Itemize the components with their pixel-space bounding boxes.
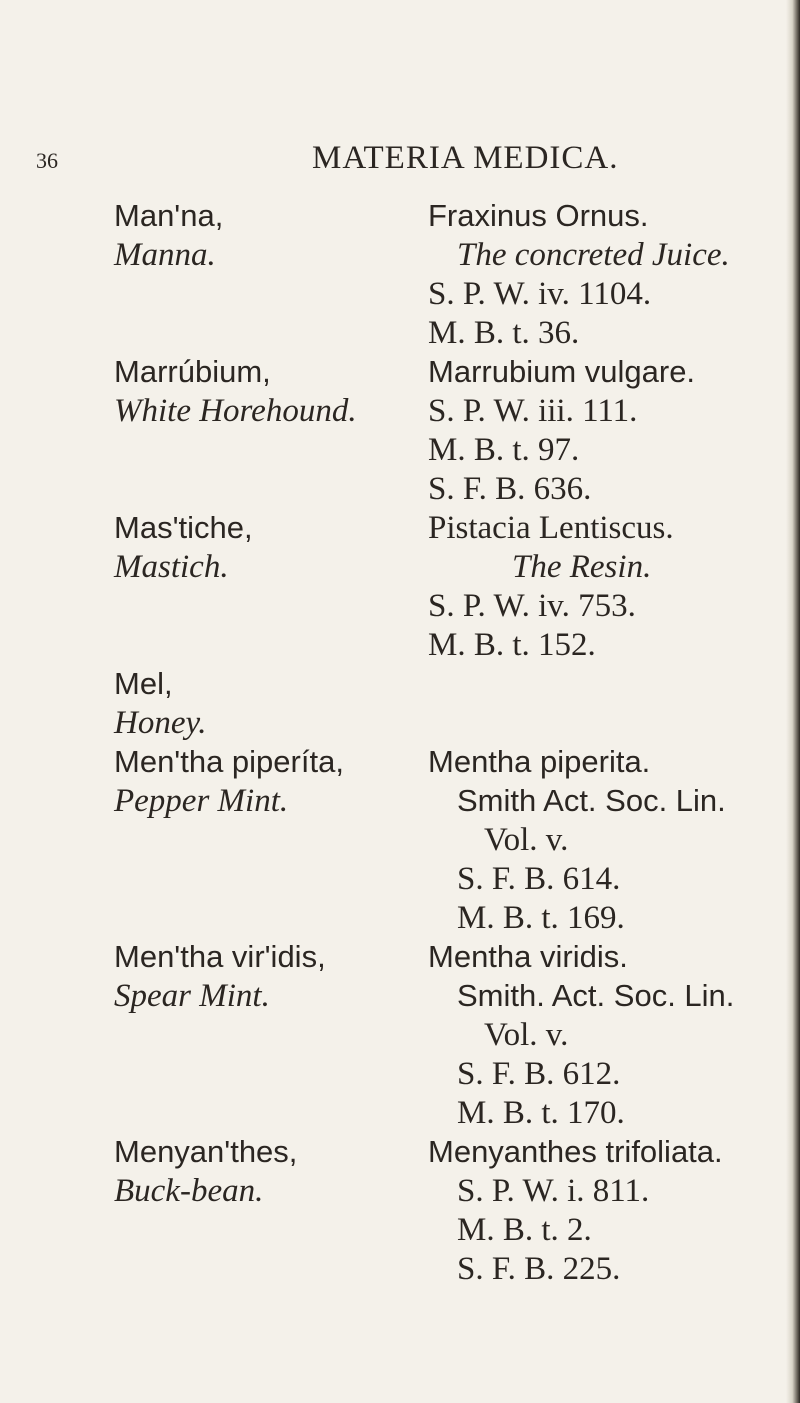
- page-header: [0, 140, 800, 180]
- entry-ref: M. B. t. 2.: [457, 1212, 592, 1248]
- entry-ref: S. P. W. iv. 753.: [428, 588, 636, 624]
- entry-english-name: Buck-bean.: [114, 1173, 264, 1209]
- entry-ref: S. F. B. 612.: [457, 1056, 621, 1092]
- page-edge-shadow: [786, 0, 800, 1403]
- entry-ref: The concreted Juice.: [457, 237, 730, 273]
- entry-botanical-name: Mentha piperita.: [428, 744, 651, 779]
- entry-english-name: Honey.: [114, 705, 207, 741]
- entry-english-name: White Horehound.: [114, 393, 357, 429]
- entry-ref: S. F. B. 614.: [457, 861, 621, 897]
- entry-ref: S. P. W. iii. 111.: [428, 393, 638, 429]
- entry-ref: M. B. t. 170.: [457, 1095, 625, 1131]
- entry-name: Menyan'thes,: [114, 1134, 298, 1169]
- page-number: 36: [36, 148, 58, 173]
- entry-english-name: Pepper Mint.: [114, 783, 289, 819]
- entry-ref: S. P. W. i. 811.: [457, 1173, 650, 1209]
- entry-ref: M. B. t. 36.: [428, 315, 580, 351]
- entry-ref: The Resin.: [512, 549, 652, 585]
- entry-name: Mel,: [114, 666, 173, 701]
- entry-botanical-name: Marrubium vulgare.: [428, 354, 696, 389]
- entry-ref: S. P. W. iv. 1104.: [428, 276, 652, 312]
- entry-botanical-name: Fraxinus Ornus.: [428, 198, 649, 233]
- running-title: MATERIA MEDICA.: [312, 140, 619, 176]
- entry-botanical-name: Mentha viridis.: [428, 939, 628, 974]
- entry-name: Men'tha piperíta,: [114, 744, 344, 779]
- entry-english-name: Mastich.: [114, 549, 229, 585]
- entry-ref: S. F. B. 636.: [428, 471, 592, 507]
- entry-ref: M. B. t. 169.: [457, 900, 625, 936]
- entry-ref: Smith. Act. Soc. Lin.: [457, 978, 735, 1013]
- entry-name: Marrúbium,: [114, 354, 271, 389]
- entry-ref: Smith Act. Soc. Lin.: [457, 783, 726, 818]
- entry-botanical-name: Pistacia Lentiscus.: [428, 510, 674, 546]
- entry-name: Men'tha vir'idis,: [114, 939, 326, 974]
- entry-ref: S. F. B. 225.: [457, 1251, 621, 1287]
- entry-ref: M. B. t. 97.: [428, 432, 580, 468]
- entry-english-name: Manna.: [114, 237, 216, 273]
- entry-ref: Vol. v.: [484, 822, 569, 858]
- entry-botanical-name: Menyanthes trifoliata.: [428, 1134, 723, 1169]
- entry-ref: M. B. t. 152.: [428, 627, 596, 663]
- entry-name: Mas'tiche,: [114, 510, 253, 545]
- entry-english-name: Spear Mint.: [114, 978, 270, 1014]
- entry-name: Man'na,: [114, 198, 224, 233]
- entry-ref: Vol. v.: [484, 1017, 569, 1053]
